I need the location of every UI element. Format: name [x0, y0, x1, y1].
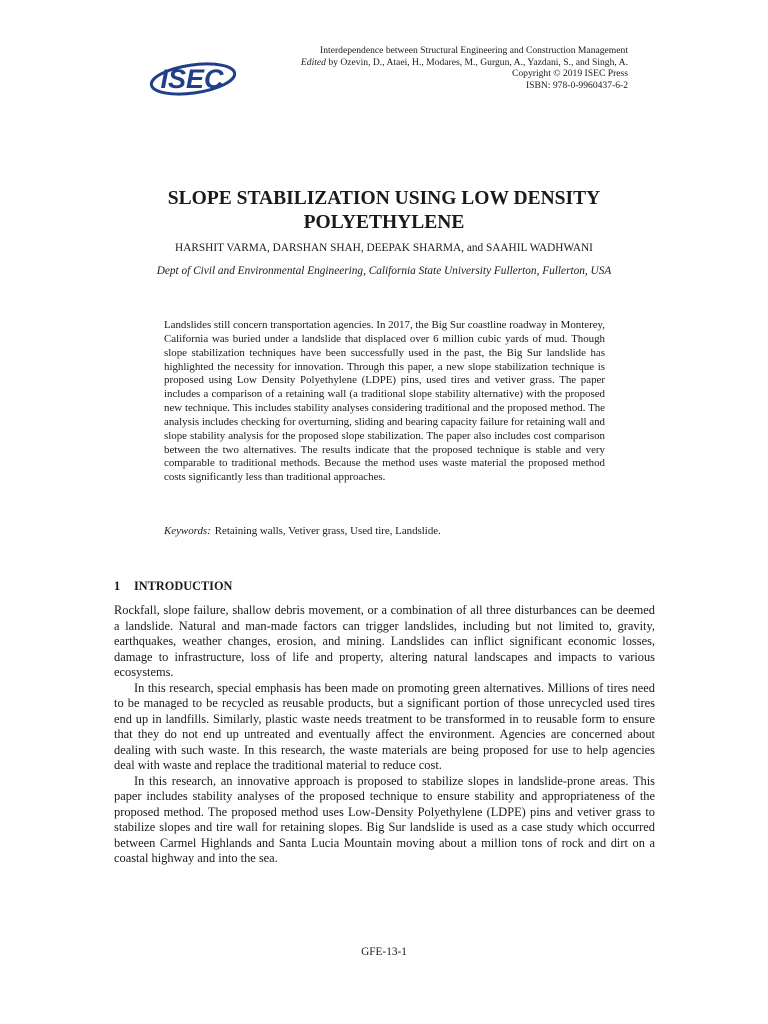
- paper-title: SLOPE STABILIZATION USING LOW DENSITY POLYETHYLENE: [167, 188, 601, 233]
- isbn: ISBN: 978-0-9960437-6-2: [525, 79, 628, 91]
- section-heading: [114, 579, 232, 594]
- paragraph: Rockfall, slope failure, shallow debris movement, or a combination of all three disturbances can be deemed a landslide. Natural and man-made factors can trigger landslides, including but not limited to, gravity, earthquakes, weather changes, erosion, and mining. Landslides can inflict significant economic losses, damage to infrastructure, loss of life and property, altering natural landscapes and impacts to various ecosystems.: [114, 603, 655, 679]
- conference-header: [208, 45, 628, 91]
- conference-name: Interdependence between Structural Engineering and Construction Management: [320, 45, 628, 56]
- affiliation: Dept of Civil and Environmental Engineering, California State University Fullerton, Fullerton, USA: [156, 265, 612, 277]
- keywords-label: Keywords:: [164, 525, 211, 537]
- copyright: Copyright © 2019 ISEC Press: [511, 68, 628, 80]
- keywords-text: Retaining walls, Vetiver grass, Used tire, Landslide.: [214, 525, 441, 537]
- page-footer: GFE-13-1: [361, 946, 407, 958]
- authors: HARSHIT VARMA, DARSHAN SHAH, DEEPAK SHARMA, and SAAHIL WADHWANI: [175, 242, 593, 254]
- section-title: INTRODUCTION: [134, 579, 233, 593]
- keywords: [164, 524, 605, 538]
- abstract: Landslides still concern transportation agencies. In 2017, the Big Sur coastline roadway in Monterey, California was buried under a landslide that displaced over 6 million cubic yards of mud. Though slope stabilization techniques have been successfully used in the past, the Big Sur landslide has highlighted the necessity for innovation. Through this paper, a new slope stabilization technique is proposed using Low Density Polyethylene (LDPE) pins, used tires and vetiver grass. The paper includes a comparison of a retaining wall (a traditional slope stability alternative) with the proposed new technique. This includes stability analyses considering traditional and the proposed method. The analysis includes checking for overturning, sliding and bearing capacity failure for retaining wall and slope stability analysis for the proposed slope stabilization. The paper also includes cost comparison between the two alternatives. The results indicate that the proposed technique is stable and very comparable to traditional methods. Because the method uses waste material the proposed method costs significantly less than traditional approaches.: [164, 319, 605, 484]
- paragraph: In this research, an innovative approach is proposed to stabilize slopes in landslide-prone areas. This paper includes stability analyses of the proposed technique to ensure stability and appropriateness of the proposed method. The proposed method uses Low-Density Polyethylene (LDPE) pins and vetiver grass to stabilize slopes and tire wall for retaining slopes. Big Sur landslide is used as a case study which occurred between Carmel Highlands and Santa Lucia Mountain moving about a million tons of rock and dirt on a coastal highway and into the sea.: [114, 773, 655, 865]
- section-body: [114, 603, 655, 867]
- logo-text: ISEC: [160, 64, 224, 94]
- editors: by Ozevin, D., Ataei, H., Modares, M., Gurgun, A., Yazdani, S., and Singh, A.: [328, 56, 628, 68]
- edited-label: Edited: [300, 56, 326, 68]
- paragraph: In this research, special emphasis has been made on promoting green alternatives. Millions of tires need to be managed to be recycled as reusable products, but a significant portion of those unrecycled used tires end up in landfills. Similarly, plastic waste needs treatment to be transformed in to reusable form to ensure that they do not end up untreated and eventually affect the environment. Agencies are concerned about dealing with such waste. In this research, the waste materials are being proposed for use to help agencies deal with waste and replace the traditional material to reduce cost.: [114, 680, 655, 772]
- editors-line: [208, 57, 628, 69]
- section-number: 1: [114, 579, 121, 593]
